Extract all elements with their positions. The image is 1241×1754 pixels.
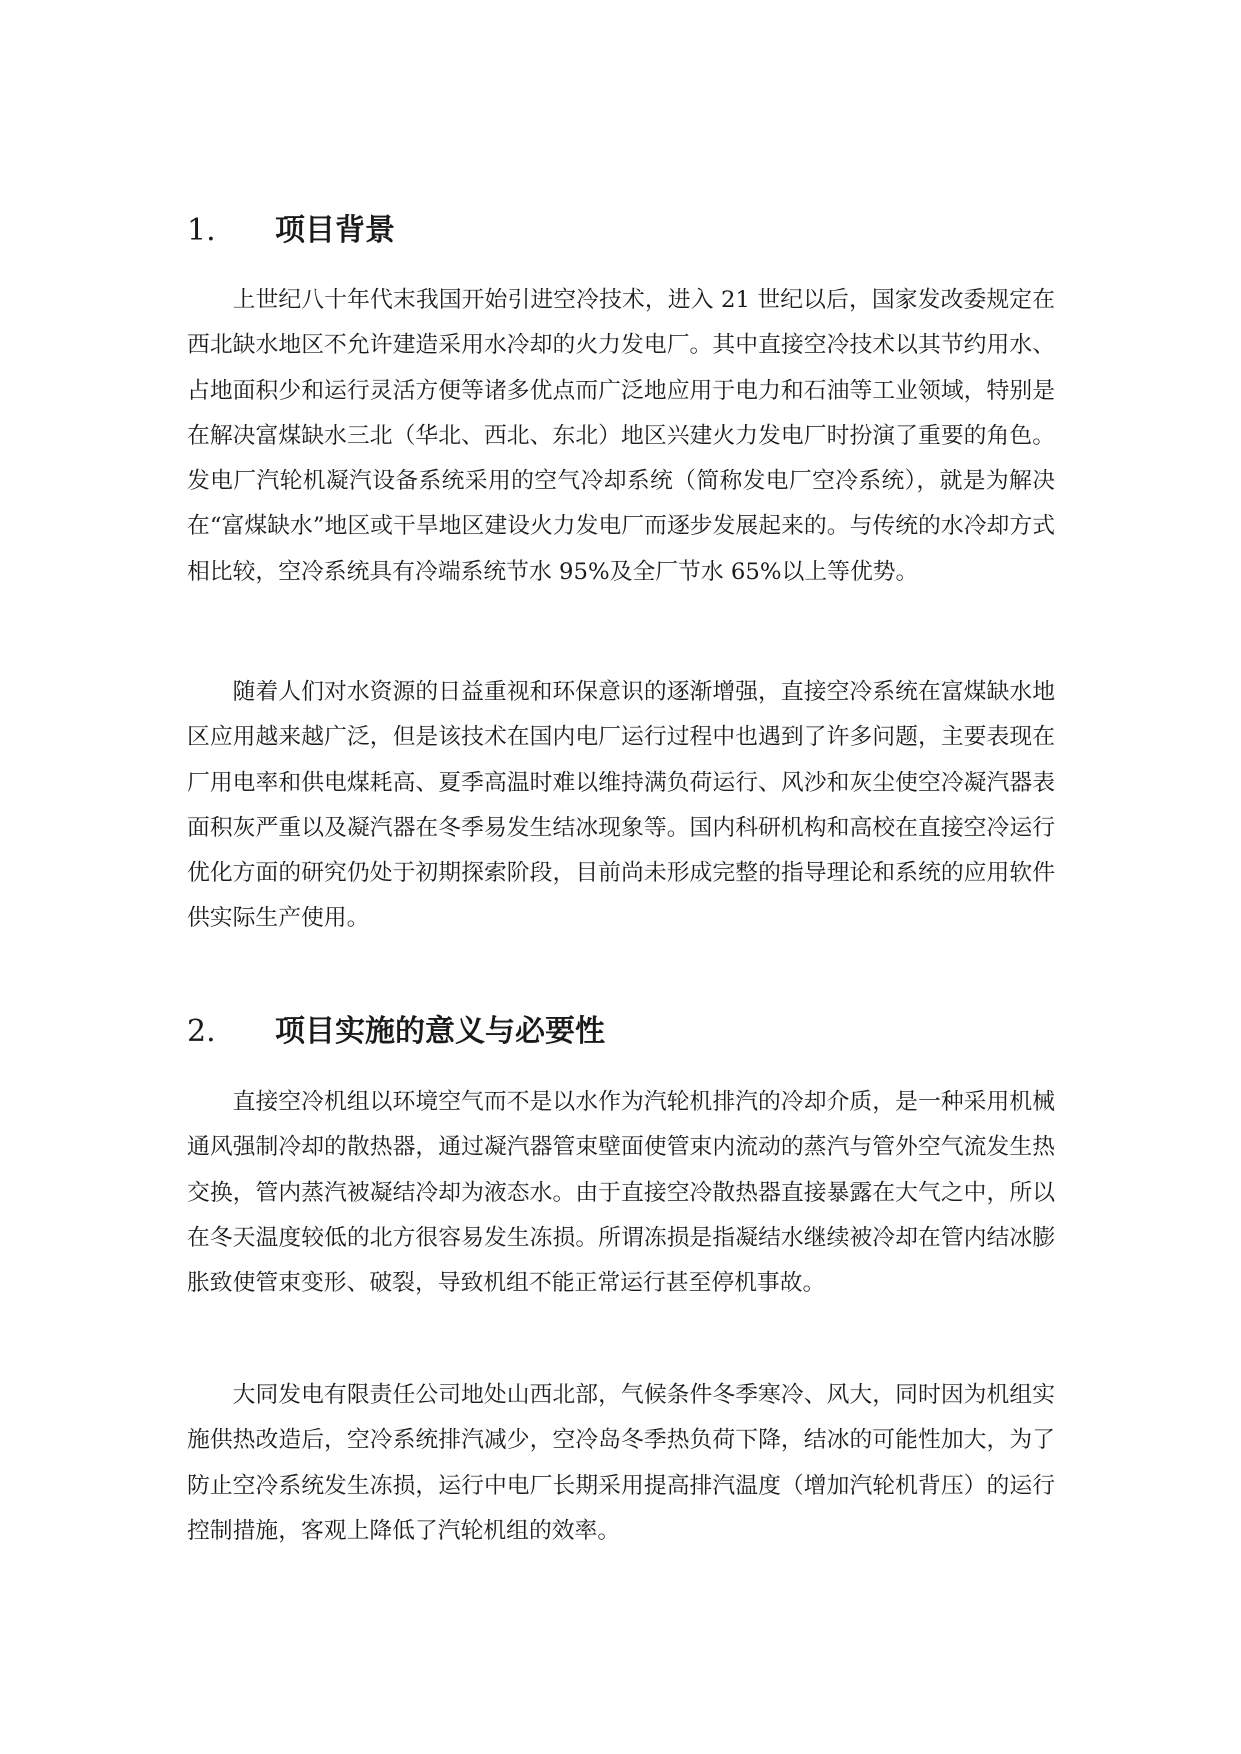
body-paragraph: 上世纪八十年代末我国开始引进空冷技术，进入 21 世纪以后，国家发改委规定在西北缺水地区不允许建造采用水冷却的火力发电厂。其中直接空冷技术以其节约用水、占地面积少和运行灵活方便等诸多优点而广泛地应用于电力和石油等工业领域，特别是在解决富煤缺水三北（华北、西北、东北）地区兴建火力发电厂时扮演了重要的角色。发电厂汽轮机凝汽设备系统采用的空气冷却系统（简称发电厂空冷系统），就是为解决在“富煤缺水”地区或干旱地区建设火力发电厂而逐步发展起来的。与传统的水冷却方式相比较，空冷系统具有冷端系统节水 95%及全厂节水 65%以上等优势。 <box>187 287 1055 585</box>
section-heading <box>187 206 1067 256</box>
section-number: 1. <box>187 213 216 248</box>
body-paragraph: 直接空冷机组以环境空气而不是以水作为汽轮机排汽的冷却介质，是一种采用机械通风强制冷却的散热器，通过凝汽器管束壁面使管束内流动的蒸汽与管外空气流发生热交换，管内蒸汽被凝结冷却为液态水。由于直接空冷散热器直接暴露在大气之中，所以在冬天温度较低的北方很容易发生冻损。所谓冻损是指凝结水继续被冷却在管内结冰膨胀致使管束变形、破裂，导致机组不能正常运行甚至停机事故。 <box>187 1089 1055 1297</box>
section-title: 项目实施的意义与必要性 <box>275 1014 605 1049</box>
body-paragraph: 大同发电有限责任公司地处山西北部，气候条件冬季寒冷、风大，同时因为机组实施供热改造后，空冷系统排汽减少，空冷岛冬季热负荷下降，结冰的可能性加大，为了防止空冷系统发生冻损，运行中电厂长期采用提高排汽温度（增加汽轮机背压）的运行控制措施，客观上降低了汽轮机组的效率。 <box>187 1382 1055 1544</box>
section-number: 2. <box>187 1014 216 1049</box>
section-title: 项目背景 <box>275 213 395 248</box>
body-paragraph: 随着人们对水资源的日益重视和环保意识的逐渐增强，直接空冷系统在富煤缺水地区应用越来越广泛，但是该技术在国内电厂运行过程中也遇到了许多问题，主要表现在厂用电率和供电煤耗高、夏季高温时难以维持满负荷运行、风沙和灰尘使空冷凝汽器表面积灰严重以及凝汽器在冬季易发生结冰现象等。国内科研机构和高校在直接空冷运行优化方面的研究仍处于初期探索阶段，目前尚未形成完整的指导理论和系统的应用软件供实际生产使用。 <box>187 679 1055 932</box>
section-heading <box>187 1007 1067 1057</box>
